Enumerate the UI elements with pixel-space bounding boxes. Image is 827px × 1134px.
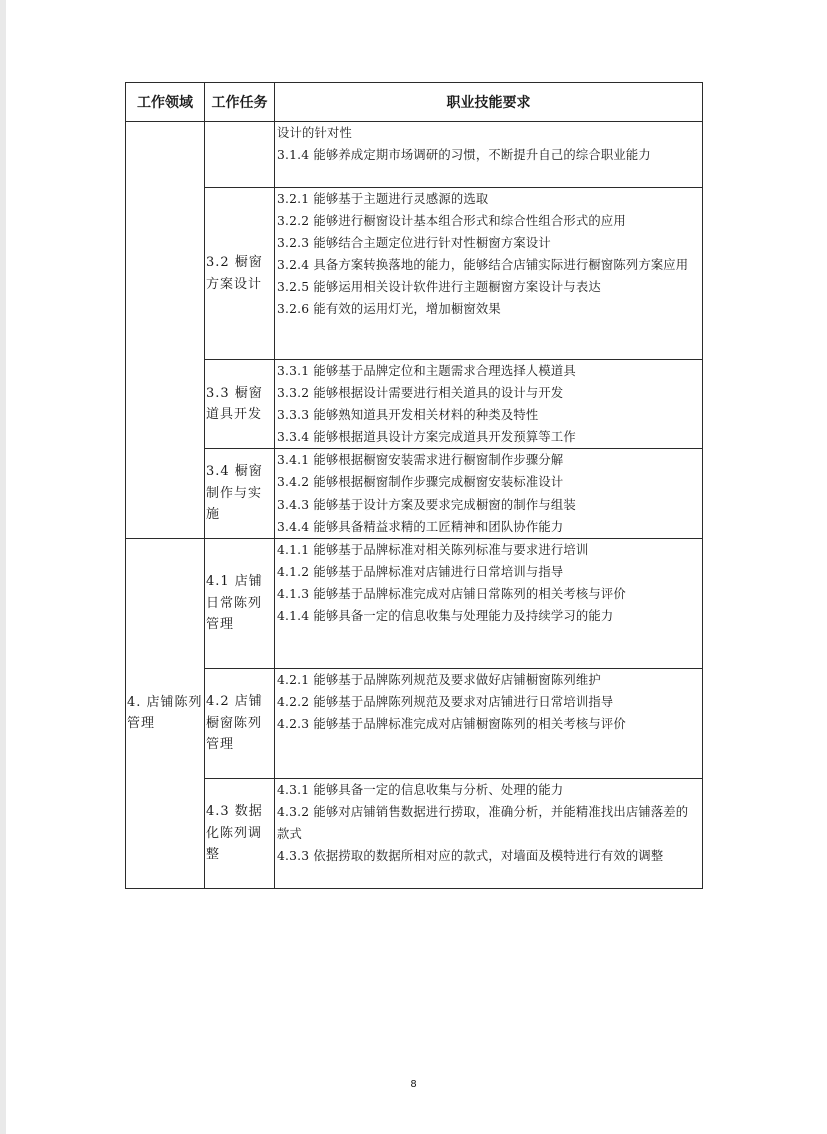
- header-work-task: 工作任务: [205, 83, 275, 122]
- skills-table: [125, 82, 703, 889]
- skill-item: 3.3.1 能够基于品牌定位和主题需求合理选择人模道具: [277, 364, 576, 378]
- skill-item: 4.3.3 依据捞取的数据所相对应的款式，对墙面及模特进行有效的调整: [277, 849, 664, 864]
- skill-item: 3.4.1 能够根据橱窗安装需求进行橱窗制作步骤分解: [277, 453, 564, 468]
- skills-cell: [275, 778, 703, 888]
- work-area-cell: [126, 122, 205, 539]
- work-task-cell: 4.3 数据化陈列调整: [205, 778, 275, 888]
- skill-item: 4.1.2 能够基于品牌标准对店铺进行日常培训与指导: [277, 564, 564, 579]
- skills-cell: [275, 188, 703, 360]
- skill-item: 4.2.2 能够基于品牌陈列规范及要求对店铺进行日常培训指导: [277, 694, 614, 709]
- skill-item: 3.2.2 能够进行橱窗设计基本组合形式和综合性组合形式的应用: [277, 214, 626, 229]
- skills-cell: [275, 122, 703, 188]
- work-task-cell: 4.2 店铺橱窗陈列管理: [205, 668, 275, 778]
- table-row: [126, 668, 703, 778]
- skill-item: 4.3.1 能够具备一定的信息收集与分析、处理的能力: [277, 782, 564, 797]
- skill-item: 4.1.1 能够基于品牌标准对相关陈列标准与要求进行培训: [277, 542, 589, 557]
- skill-item: 3.2.3 能够结合主题定位进行针对性橱窗方案设计: [277, 236, 551, 251]
- skill-item: 3.2.1 能够基于主题进行灵感源的选取: [277, 192, 489, 206]
- table-row: [126, 449, 703, 538]
- skill-item: 设计的针对性: [277, 126, 352, 140]
- skills-cell: [275, 668, 703, 778]
- table-row: [126, 778, 703, 888]
- skills-cell: [275, 360, 703, 449]
- skill-item: 3.3.4 能够根据道具设计方案完成道具开发预算等工作: [277, 430, 576, 445]
- table-header-row: [126, 83, 703, 122]
- skill-item: 3.4.4 能够具备精益求精的工匠精神和团队协作能力: [277, 519, 564, 534]
- table-row: [126, 360, 703, 449]
- skill-item: 3.2.5 能够运用相关设计软件进行主题橱窗方案设计与表达: [277, 280, 601, 295]
- skill-item: 4.2.3 能够基于品牌标准完成对店铺橱窗陈列的相关考核与评价: [277, 716, 626, 731]
- skill-item: 3.2.6 能有效的运用灯光，增加橱窗效果: [277, 302, 501, 317]
- header-work-area: 工作领域: [126, 83, 205, 122]
- skill-item: 3.3.3 能够熟知道具开发相关材料的种类及特性: [277, 408, 539, 423]
- table-row: [126, 188, 703, 360]
- work-task-cell: [205, 122, 275, 188]
- skill-item: 3.1.4 能够养成定期市场调研的习惯，不断提升自己的综合职业能力: [277, 148, 651, 163]
- skill-item: 3.3.2 能够根据设计需要进行相关道具的设计与开发: [277, 386, 564, 401]
- skill-item: 3.4.3 能够基于设计方案及要求完成橱窗的制作与组装: [277, 497, 576, 512]
- table-row: [126, 122, 703, 188]
- skills-cell: [275, 449, 703, 538]
- work-task-cell: 3.3 橱窗道具开发: [205, 360, 275, 449]
- skills-cell: [275, 538, 703, 668]
- skill-item: 4.1.4 能够具备一定的信息收集与处理能力及持续学习的能力: [277, 609, 614, 624]
- header-skill-requirements: 职业技能要求: [275, 83, 703, 122]
- skill-item: 4.2.1 能够基于品牌陈列规范及要求做好店铺橱窗陈列维护: [277, 672, 601, 687]
- work-task-cell: 3.4 橱窗制作与实施: [205, 449, 275, 538]
- skill-item: 4.3.2 能够对店铺销售数据进行捞取，准确分析，并能精准找出店铺落差的款式: [277, 804, 689, 841]
- page-number: 8: [410, 1079, 417, 1090]
- work-task-cell: 4.1 店铺日常陈列管理: [205, 538, 275, 668]
- work-area-cell: 4. 店铺陈列管理: [126, 538, 205, 888]
- scan-edge-shadow: [0, 0, 6, 1134]
- work-task-cell: 3.2 橱窗方案设计: [205, 188, 275, 360]
- table-row: [126, 538, 703, 668]
- skill-item: 3.4.2 能够根据橱窗制作步骤完成橱窗安装标准设计: [277, 475, 564, 490]
- skill-item: 4.1.3 能够基于品牌标准完成对店铺日常陈列的相关考核与评价: [277, 586, 626, 601]
- skill-item: 3.2.4 具备方案转换落地的能力，能够结合店铺实际进行橱窗陈列方案应用: [277, 258, 689, 273]
